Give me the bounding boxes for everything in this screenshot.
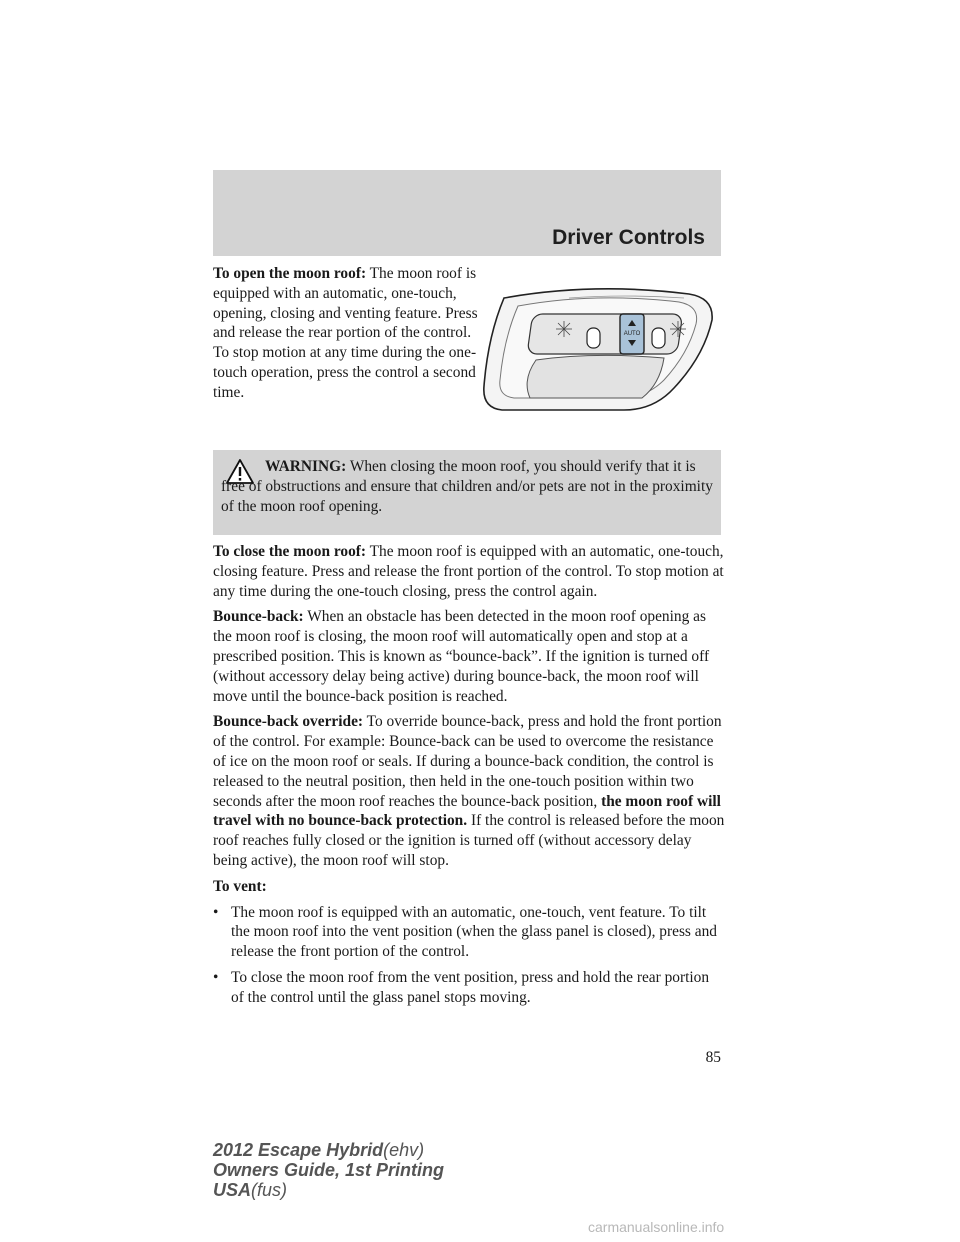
list-item-text: To close the moon roof from the vent position, press and hold the rear portion of the control until the glass panel stops moving. — [231, 968, 710, 1006]
bullet-icon: • — [213, 968, 219, 986]
bounce-back-paragraph — [213, 607, 725, 706]
map-light-left-icon — [556, 321, 572, 337]
open-moon-roof-paragraph — [213, 264, 478, 403]
list-item — [213, 903, 725, 962]
warning-label: WARNING: — [265, 458, 347, 475]
footer-market-code: (fus) — [251, 1180, 288, 1200]
page-number: 85 — [705, 1049, 721, 1066]
warning-message: When closing the moon roof, you should verify that it is free of obstructions and ensure that children and/or pets are not in the proximity of the moon roof opening. — [221, 458, 713, 515]
bounce-back-override-heading: Bounce-back override: — [213, 713, 364, 731]
close-moon-roof-text: The moon roof is equipped with an automatic, one-touch, closing feature. Press and release the front portion of the control. To stop motion at any time during the one-touch closing, press the control again. — [213, 543, 724, 600]
document-footer — [213, 1140, 444, 1200]
vent-heading-paragraph — [213, 877, 725, 897]
overhead-console-illustration — [474, 276, 722, 416]
footer-market: USA — [213, 1180, 252, 1200]
bounce-back-override-paragraph — [213, 712, 725, 870]
bounce-back-override-text: To override bounce-back, press and hold the front portion of the control. For example: Bounce-back can be used to overcome the resistance of ice on the moon roof or seals. If during a bounce-back condition, the control is released to the neutral position, then held in the one-touch position within two seconds after the moon roof reaches the bounce-back position, — [213, 713, 722, 810]
bounce-back-override-text-continued: If the control is released before the moon roof reaches fully closed or the ignition is turned off (without accessory delay being active), the moon roof will stop. — [213, 812, 725, 869]
footer-line-3 — [213, 1180, 444, 1200]
switch-label: AUTO — [623, 331, 641, 337]
open-moon-roof-text: The moon roof is equipped with an automatic, one-touch, opening, closing and venting feature. Press and release the rear portion of the control. To stop motion at any time during the one-touch operation, press the control a second time. — [213, 265, 478, 401]
watermark: carmanualsonline.info — [588, 1219, 725, 1235]
bounce-back-override-emphasis: the moon roof will travel with no bounce-back protection. — [213, 792, 721, 830]
map-light-right-switch — [652, 328, 665, 348]
close-moon-roof-paragraph — [213, 542, 725, 601]
warning-box — [213, 450, 721, 535]
footer-line-1 — [213, 1140, 444, 1160]
open-moon-roof-heading: To open the moon roof: — [213, 265, 367, 282]
main-content — [213, 542, 725, 1014]
footer-model-code: (ehv) — [383, 1140, 425, 1160]
bounce-back-text: When an obstacle has been detected in the moon roof opening as the moon roof is closing, the moon roof will automatically open and stop at a prescribed position. This is known as “bounce-back”. If the ignition is turned off (without accessory delay being active) during bounce-back, the moon roof will move until the bounce-back position is reached. — [213, 608, 710, 705]
vent-heading: To vent: — [213, 877, 267, 895]
list-item — [213, 968, 725, 1008]
map-light-left-switch — [587, 328, 600, 348]
list-item-text: The moon roof is equipped with an automatic, one-touch, vent feature. To tilt the moon roof into the vent position (when the glass panel is closed), press and release the front portion of the control. — [231, 903, 717, 961]
close-moon-roof-heading: To close the moon roof: — [213, 543, 367, 560]
bounce-back-heading: Bounce-back: — [213, 608, 304, 626]
bullet-icon: • — [213, 903, 219, 921]
section-header — [213, 170, 721, 256]
footer-model: 2012 Escape Hybrid — [213, 1140, 384, 1160]
section-title: Driver Controls — [552, 226, 705, 249]
map-light-right-icon — [670, 321, 686, 337]
warning-text — [221, 457, 713, 516]
footer-line-2: Owners Guide, 1st Printing — [213, 1160, 445, 1180]
